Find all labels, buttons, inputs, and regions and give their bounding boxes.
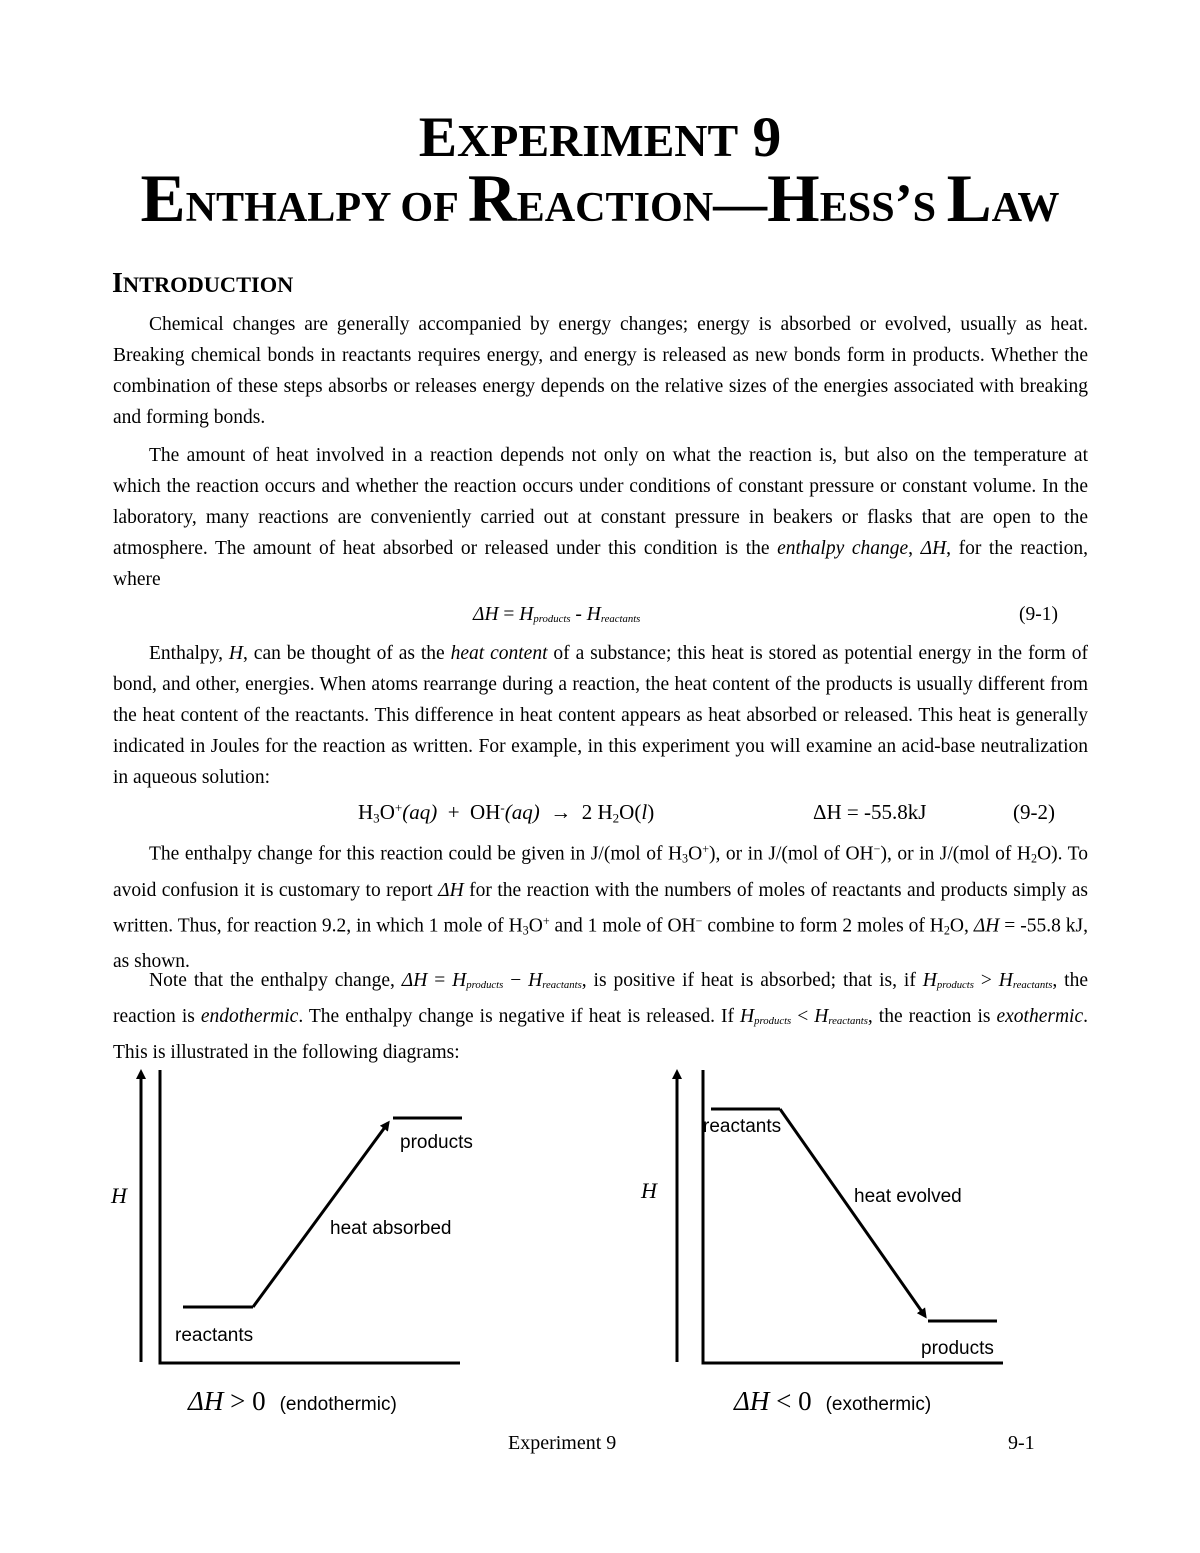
equation-9-2-enthalpy: ΔH = -55.8kJ xyxy=(813,800,927,824)
right-h-axis-label: H xyxy=(641,1178,657,1203)
section-heading-introduction: INTRODUCTION xyxy=(112,268,294,299)
paragraph-heat-amount: The amount of heat involved in a reaction depends not only on what the reaction is, but also on the temperature at which the reaction occurs and whether the reaction occurs under conditions of constant pressure or constant volume. In the laboratory, many reactions are conveniently carried out at constant pressure in beakers or flasks that are open to the atmosphere. The amount of heat absorbed or released under this condition is the enthalpy change, ΔH, for the reaction, where xyxy=(113,445,1089,590)
left-reactants-label: reactants xyxy=(175,1325,254,1346)
right-caption: ΔH < 0 (exothermic) xyxy=(734,1386,932,1416)
equation-9-2-number: (9-2) xyxy=(1013,800,1055,824)
right-reactants-label: reactants xyxy=(703,1116,782,1137)
left-diagram-frame xyxy=(160,1070,460,1363)
experiment-main-title: ENTHALPY OF REACTION—HESS’S LAW xyxy=(140,161,1060,236)
right-products-label: products xyxy=(921,1338,994,1359)
equation-9-1-number: (9-1) xyxy=(1019,604,1058,625)
experiment-number-title: EXPERIMENT 9 xyxy=(418,106,782,169)
footer-experiment-label: Experiment 9 xyxy=(508,1432,617,1454)
paragraph-enthalpy-units: The enthalpy change for this reaction could be given in J/(mol of $H_3O^+$), or in J/(mol of OH−), or in J/(mol of $H_2O$). To avoid confusion it is customary to report ΔH for the reaction with the numbers of moles of reactants and products simply as written. Thus, for reaction 9.2, in which 1 mole of $H_3O^+$ and 1 mole of OH− combine to form 2 moles of $H_2O$, ΔH = -55.8 kJ, as shown. xyxy=(113,842,1088,973)
equation-9-1: $\Delta H = H_{products} - H_{reactants}$ xyxy=(473,604,641,626)
right-heat-evolved-arrow xyxy=(780,1109,925,1316)
left-h-axis-label: H xyxy=(111,1183,127,1208)
left-caption: ΔH > 0 (endothermic) xyxy=(188,1386,397,1416)
paragraph-enthalpy-definition: Enthalpy, H, can be thought of as the heat content of a substance; this heat is stored as potential energy in the form of bond, and other, energies. When atoms rearrange during a reaction, the heat content of the products is usually different from the heat content of the reactants. This difference in heat content appears as heat absorbed or released. This heat is generally indicated in Joules for the reaction as written. For example, in this experiment you will examine an acid-base neutralization in aqueous solution: xyxy=(113,643,1088,788)
left-heat-absorbed-label: heat absorbed xyxy=(330,1218,452,1239)
equation-9-2: $H_3O^+(aq) + OH^-(aq) \to 2$ $H_2O(l)$ xyxy=(358,800,655,826)
left-products-label: products xyxy=(400,1132,473,1153)
footer-page-number: 9-1 xyxy=(1008,1432,1035,1454)
paragraph-sign-convention: Note that the enthalpy change, $\Delta H = H_{products} - H_{reactants}$, is positive if heat is absorbed; that is, if $H_{products} > H_{reactants}$, the reaction is endothermic. The enthalpy change is negative if heat is released. If $H_{products} < H_{reactants}$, the reaction is exothermic. This is illustrated in the following diagrams: xyxy=(113,970,1089,1064)
paragraph-chemical-changes: Chemical changes are generally accompanied by energy changes; energy is absorbed or evolved, usually as heat. Breaking chemical bonds in reactants requires energy, and energy is released as new bonds form in products. Whether the combination of these steps absorbs or releases energy depends on the relative sizes of the energies associated with breaking and forming bonds. xyxy=(113,314,1088,428)
left-heat-absorbed-arrow xyxy=(253,1123,388,1307)
right-heat-evolved-label: heat evolved xyxy=(854,1186,962,1207)
right-diagram-frame xyxy=(703,1070,1003,1363)
